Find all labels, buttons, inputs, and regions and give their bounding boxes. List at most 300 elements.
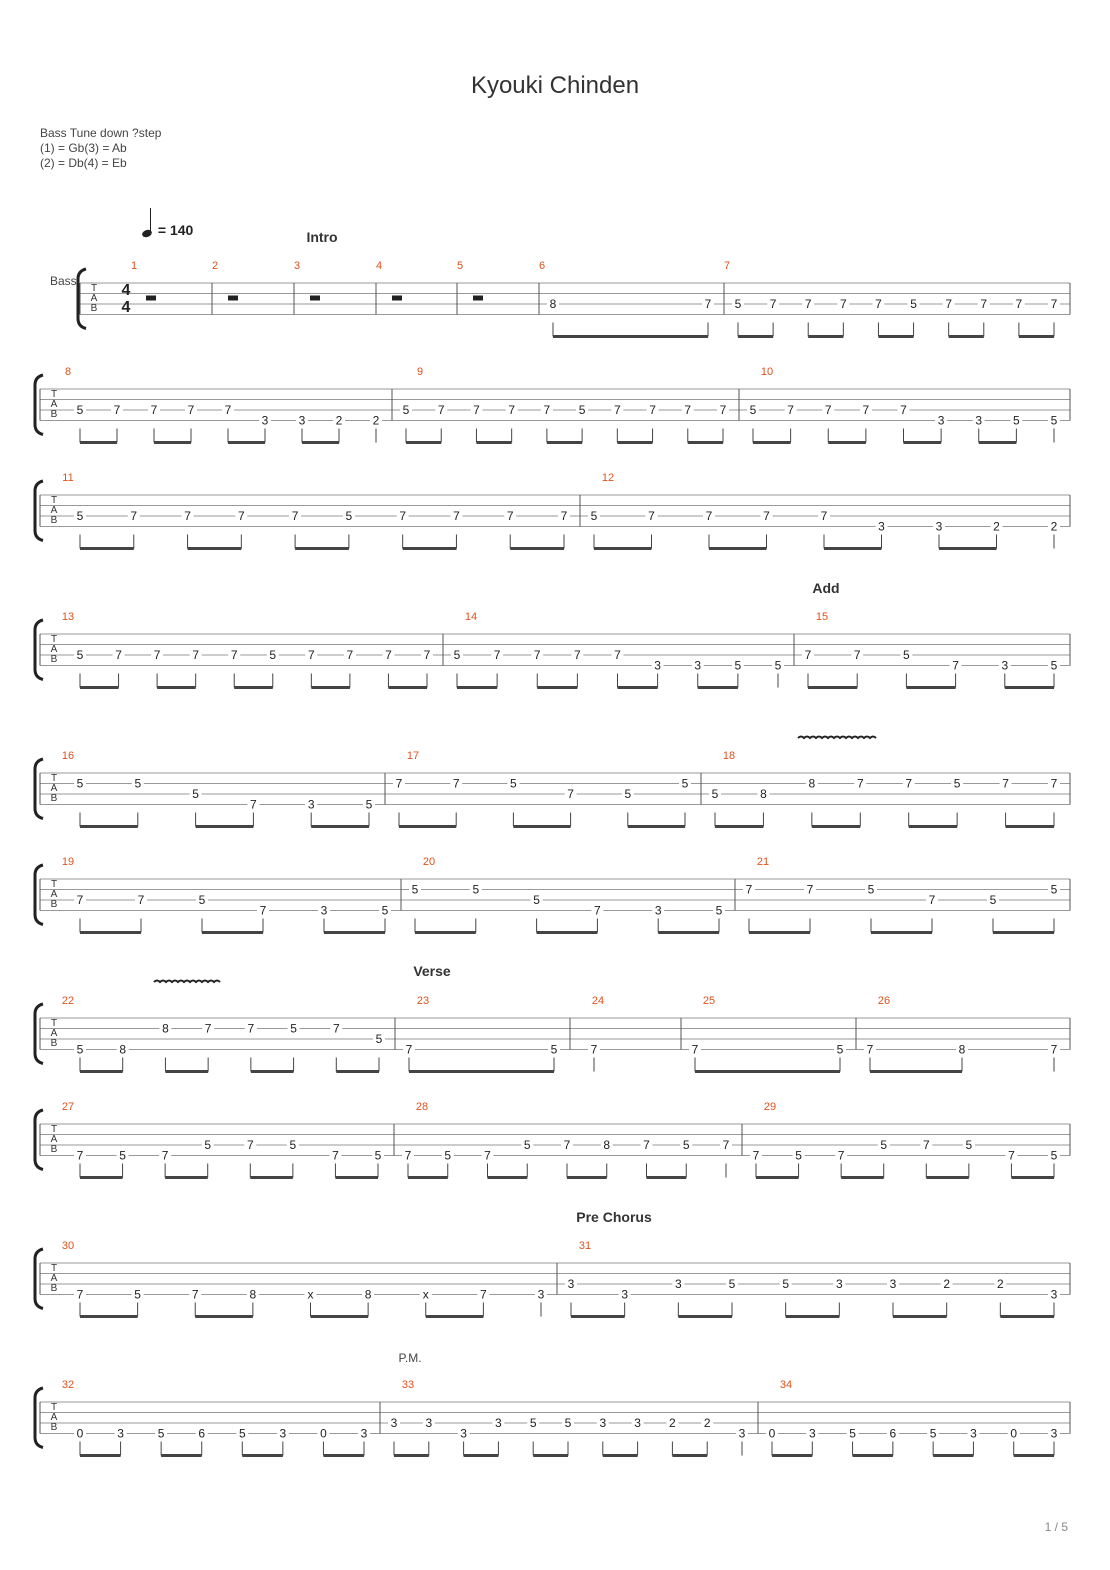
fret-number: 7 [246,1138,254,1152]
fret-number: 5 [76,1042,84,1057]
tab-clef-a: A [50,399,58,410]
measure-number: 16 [61,750,75,762]
measure-number: 9 [416,366,424,378]
measure-number: 13 [61,611,75,623]
fret-number: 3 [970,1426,977,1441]
fret-number: 5 [774,658,782,673]
fret-number: 7 [853,648,861,662]
fret-number: 3 [808,1426,816,1441]
fret-number: 5 [715,903,723,918]
fret-number: 5 [929,1426,937,1441]
fret-number: 7 [493,648,501,662]
fret-number: 7 [1050,1042,1058,1057]
fret-number: 7 [137,893,145,907]
measure-number: 4 [375,260,383,272]
fret-number: 3 [738,1426,746,1441]
fret-number: 7 [952,658,959,673]
tab-clef-b: B [50,793,58,804]
fret-number: 7 [437,403,445,417]
fret-number: 7 [691,1042,699,1057]
fret-number: 7 [452,776,460,791]
measure-number: 17 [406,750,420,762]
fret-number: 5 [76,648,84,662]
fret-number: 3 [537,1287,545,1302]
fret-number: 7 [769,297,777,311]
fret-number: 7 [161,1148,169,1163]
fret-number: 7 [806,882,814,897]
fret-number: 7 [804,297,812,311]
measure-number: 5 [456,260,464,272]
fret-number: 5 [472,882,480,897]
fret-number: 8 [760,787,767,801]
fret-number: 0 [320,1426,327,1441]
fret-number: 7 [250,797,257,812]
fret-number: 5 [134,1287,141,1302]
system-bracket [35,481,43,541]
tab-clef-t: T [50,1263,58,1274]
fret-number: 2 [335,413,343,428]
system-bracket [35,1004,43,1064]
fret-number: 7 [192,648,200,662]
fret-number: 3 [390,1416,398,1430]
fret-number: 5 [453,648,461,662]
fret-number: 3 [694,658,702,673]
fret-number: 3 [360,1426,368,1441]
fret-number: 2 [703,1416,711,1430]
measure-number: 29 [763,1101,777,1113]
fret-number: 7 [862,403,870,417]
vibrato-icon [798,737,876,739]
fret-number: 7 [204,1021,212,1036]
tab-clef-b: B [50,1283,58,1294]
tab-clef-a: A [50,1273,58,1284]
fret-number: 7 [533,648,541,662]
system-bracket [78,269,86,329]
fret-number: 7 [1008,1148,1015,1163]
fret-number: 5 [411,882,419,897]
tab-clef-b: B [50,1144,58,1155]
fret-number: 7 [76,893,84,907]
system-bracket [35,1388,43,1448]
fret-number: 5 [728,1277,736,1291]
fret-number: 7 [230,648,238,662]
fret-number: 5 [903,648,910,662]
fret-number: 7 [866,1042,874,1057]
fret-number: 5 [381,903,389,918]
fret-number: 5 [1050,413,1058,428]
fret-number: 7 [1015,297,1023,311]
fret-number: 7 [560,509,568,523]
fret-number: 3 [117,1426,124,1441]
fret-number: 7 [900,403,907,417]
measure-number: 21 [756,856,770,868]
fret-number: 7 [76,1287,84,1302]
rest-icon [392,296,402,301]
fret-number: 8 [162,1021,169,1036]
measure-number: 26 [877,995,891,1007]
fret-number: 5 [119,1148,126,1163]
fret-number: 5 [76,403,84,417]
fret-number: 5 [157,1426,165,1441]
fret-number: 5 [1050,658,1058,673]
fret-number: 7 [259,903,267,918]
fret-number: 7 [113,403,121,417]
fret-number: 3 [261,413,269,428]
fret-number: 5 [192,787,199,801]
tab-clef-a: A [50,783,58,794]
fret-number: 3 [634,1416,641,1430]
fret-number: 7 [824,403,832,417]
measure-number: 33 [401,1379,415,1391]
vibrato-icon [154,981,220,983]
time-signature-top: 4 [121,282,131,299]
fret-number: 7 [905,776,913,791]
palm-mute-label: P.M. [398,1351,422,1365]
fret-number: 7 [224,403,232,417]
fret-number: 5 [578,403,586,417]
fret-number: 2 [943,1277,951,1291]
fret-number: x [307,1287,314,1302]
tab-clef-t: T [50,1124,58,1135]
fret-number: 3 [878,519,885,534]
fret-number: 3 [567,1277,575,1291]
fret-number: 7 [922,1138,930,1152]
section-label-intro: Intro [306,229,338,245]
fret-number: 5 [238,1426,246,1441]
fret-number: 3 [425,1416,433,1430]
measure-number: 1 [130,260,138,272]
measure-number: 19 [61,856,75,868]
measure-number: 15 [815,611,829,623]
fret-number: 7 [684,403,692,417]
fret-number: x [422,1287,429,1302]
fret-number: 7 [719,403,727,417]
fret-number: 7 [237,509,245,523]
tuning-header: Bass Tune down ?step [40,126,162,140]
fret-number: 7 [837,1148,845,1163]
fret-number: 8 [249,1287,257,1302]
fret-number: 2 [372,413,380,428]
fret-number: 7 [187,403,195,417]
fret-number: 7 [787,403,794,417]
fret-number: 3 [298,413,306,428]
measure-number: 6 [538,260,546,272]
measure-number: 10 [760,366,774,378]
fret-number: 5 [269,648,277,662]
tab-clef-b: B [50,1422,58,1433]
fret-number: 7 [453,509,460,523]
fret-number: 7 [395,776,403,791]
measure-number: 27 [61,1101,75,1113]
tab-clef-a: A [90,293,98,304]
section-label-add: Add [812,580,840,596]
fret-number: 3 [654,903,662,918]
fret-number: 5 [782,1277,790,1291]
fret-number: 8 [603,1138,611,1152]
fret-number: 3 [1001,658,1009,673]
tab-clef-a: A [50,1028,58,1039]
fret-number: 5 [734,297,742,311]
section-label-verse: Verse [413,963,451,979]
fret-number: 5 [734,658,742,673]
fret-number: 7 [130,509,138,523]
system-bracket [35,620,43,680]
fret-number: 7 [291,509,299,523]
tab-clef-t: T [50,389,58,400]
measure-number: 24 [591,995,605,1007]
fret-number: 7 [574,648,581,662]
system-bracket [35,1249,43,1309]
fret-number: 5 [1013,413,1020,428]
fret-number: 3 [889,1277,897,1291]
fret-number: 5 [198,893,206,907]
tab-clef-t: T [50,773,58,784]
fret-number: 5 [375,1032,383,1046]
measure-number: 34 [779,1379,793,1391]
fret-number: 7 [423,648,431,662]
instrument-label: Bass [50,274,77,288]
fret-number: 3 [279,1426,287,1441]
fret-number: 5 [749,403,757,417]
fret-number: 5 [953,776,961,791]
system-bracket [35,759,43,819]
measure-number: 14 [464,611,478,623]
fret-number: 7 [332,1021,340,1036]
fret-number: 5 [374,1148,382,1163]
fret-number: 6 [198,1426,206,1441]
measure-number: 23 [416,995,430,1007]
fret-number: 7 [184,509,191,523]
fret-number: 7 [752,1148,760,1163]
fret-number: 3 [654,658,661,673]
tab-clef-a: A [50,505,58,516]
fret-number: 7 [399,509,407,523]
fret-number: 7 [804,648,812,662]
tab-clef-b: B [50,515,58,526]
fret-number: 7 [839,297,847,311]
system-bracket [35,375,43,435]
fret-number: 0 [768,1426,776,1441]
tab-clef-b: B [90,303,98,314]
fret-number: 3 [1050,1287,1058,1302]
rest-icon [473,296,483,301]
fret-number: 7 [649,403,656,417]
fret-number: 7 [590,1042,598,1057]
fret-number: 5 [682,1138,690,1152]
fret-number: 6 [889,1426,897,1441]
fret-number: 7 [1050,776,1058,791]
fret-number: 2 [1050,519,1058,534]
fret-number: 0 [1010,1426,1018,1441]
fret-number: 7 [307,648,315,662]
tempo-value: = 140 [157,222,194,238]
measure-number: 11 [62,472,74,484]
fret-number: 5 [1050,882,1058,897]
fret-number: 7 [332,1148,339,1163]
fret-number: 5 [523,1138,531,1152]
fret-number: 7 [745,882,753,897]
fret-number: 5 [550,1042,558,1057]
rest-icon [310,296,320,301]
fret-number: 7 [191,1287,199,1302]
tab-clef-a: A [50,889,58,900]
fret-number: 7 [820,509,828,523]
tab-clef-t: T [50,495,58,506]
measure-number: 22 [61,995,75,1007]
fret-number: 7 [567,787,574,801]
fret-number: 3 [835,1277,843,1291]
fret-number: 7 [856,776,864,791]
tab-clef-b: B [50,1038,58,1049]
fret-number: 5 [1050,1148,1058,1163]
fret-number: 7 [1002,776,1009,791]
fret-number: 5 [533,893,540,907]
fret-number: 2 [996,1277,1004,1291]
measure-number: 2 [211,260,219,272]
fret-number: 2 [669,1416,676,1430]
fret-number: 7 [153,648,161,662]
fret-number: 8 [808,776,816,791]
tuning-line-1: (1) = Gb(3) = Ab [40,141,127,155]
fret-number: 7 [875,297,882,311]
fret-number: 8 [119,1042,127,1057]
fret-number: 7 [247,1021,255,1036]
fret-number: 7 [76,1148,84,1163]
tab-clef-a: A [50,644,58,655]
fret-number: 5 [444,1148,452,1163]
measure-number: 8 [64,366,72,378]
fret-number: 7 [508,403,516,417]
fret-number: 5 [204,1138,212,1152]
measure-number: 12 [601,472,615,484]
fret-number: 5 [290,1021,297,1036]
fret-number: 5 [989,893,997,907]
rest-icon [228,296,238,301]
fret-number: 7 [543,403,551,417]
fret-number: 7 [643,1138,650,1152]
measure-number: 30 [61,1240,75,1252]
fret-number: 2 [993,519,1000,534]
tab-clef-t: T [90,283,98,294]
fret-number: 5 [880,1138,888,1152]
fret-number: 5 [289,1138,297,1152]
measure-number: 31 [578,1240,592,1252]
fret-number: 7 [115,648,122,662]
measure-number: 18 [722,750,736,762]
measure-number: 3 [293,260,301,272]
fret-number: 5 [624,787,632,801]
fret-number: 7 [405,1042,413,1057]
fret-number: 8 [958,1042,966,1057]
fret-number: 7 [705,509,713,523]
fret-number: 5 [590,509,598,523]
fret-number: 5 [134,776,142,791]
fret-number: 8 [549,297,557,311]
tab-clef-t: T [50,1018,58,1029]
fret-number: 7 [614,648,621,662]
fret-number: 5 [402,403,410,417]
fret-number: 5 [836,1042,844,1057]
fret-number: 7 [613,403,621,417]
tab-clef-b: B [50,654,58,665]
fret-number: 5 [345,509,353,523]
fret-number: 3 [495,1416,502,1430]
fret-number: 3 [935,519,943,534]
fret-number: 3 [674,1277,682,1291]
fret-number: 5 [76,509,84,523]
fret-number: 5 [76,776,84,791]
fret-number: 7 [150,403,158,417]
system-bracket [35,1110,43,1170]
fret-number: 7 [480,1287,487,1302]
measure-number: 7 [723,260,731,272]
tab-clef-a: A [50,1412,58,1423]
fret-number: 7 [980,297,988,311]
system-bracket [35,865,43,925]
fret-number: 3 [460,1426,467,1441]
measure-number: 28 [415,1101,429,1113]
fret-number: 5 [365,797,373,812]
fret-number: 5 [849,1426,856,1441]
tab-clef-a: A [50,1134,58,1145]
fret-number: 8 [364,1287,372,1302]
fret-number: 5 [681,776,689,791]
fret-number: 3 [1050,1426,1058,1441]
fret-number: 7 [594,903,601,918]
measure-number: 25 [702,995,716,1007]
measure-number: 32 [61,1379,75,1391]
fret-number: 5 [795,1148,802,1163]
tab-clef-t: T [50,879,58,890]
fret-number: 7 [563,1138,571,1152]
rest-icon [146,296,156,301]
fret-number: 3 [937,413,945,428]
fret-number: 7 [473,403,480,417]
fret-number: 5 [910,297,917,311]
fret-number: 7 [722,1138,730,1152]
fret-number: 3 [307,797,315,812]
fret-number: 5 [510,776,517,791]
tab-clef-b: B [50,899,58,910]
section-label-pre-chorus: Pre Chorus [576,1209,652,1225]
page-number: 1 / 5 [1044,1520,1068,1534]
measure-number: 20 [422,856,436,868]
fret-number: 7 [404,1148,412,1163]
fret-number: 7 [704,297,712,311]
fret-number: 7 [763,509,770,523]
fret-number: 7 [648,509,655,523]
tab-clef-t: T [50,634,58,645]
fret-number: 7 [385,648,392,662]
fret-number: 3 [599,1416,607,1430]
fret-number: 5 [529,1416,537,1430]
fret-number: 3 [621,1287,629,1302]
fret-number: 7 [506,509,514,523]
fret-number: 5 [867,882,875,897]
time-signature-bottom: 4 [121,299,131,316]
tab-clef-b: B [50,409,58,420]
fret-number: 7 [945,297,953,311]
fret-number: 3 [320,903,328,918]
fret-number: 7 [1050,297,1058,311]
fret-number: 5 [711,787,719,801]
tuning-line-2: (2) = Db(4) = Eb [40,156,127,170]
tab-clef-t: T [50,1402,58,1413]
fret-number: 7 [484,1148,491,1163]
fret-number: 7 [346,648,354,662]
fret-number: 5 [965,1138,973,1152]
song-title: Kyouki Chinden [470,72,640,99]
